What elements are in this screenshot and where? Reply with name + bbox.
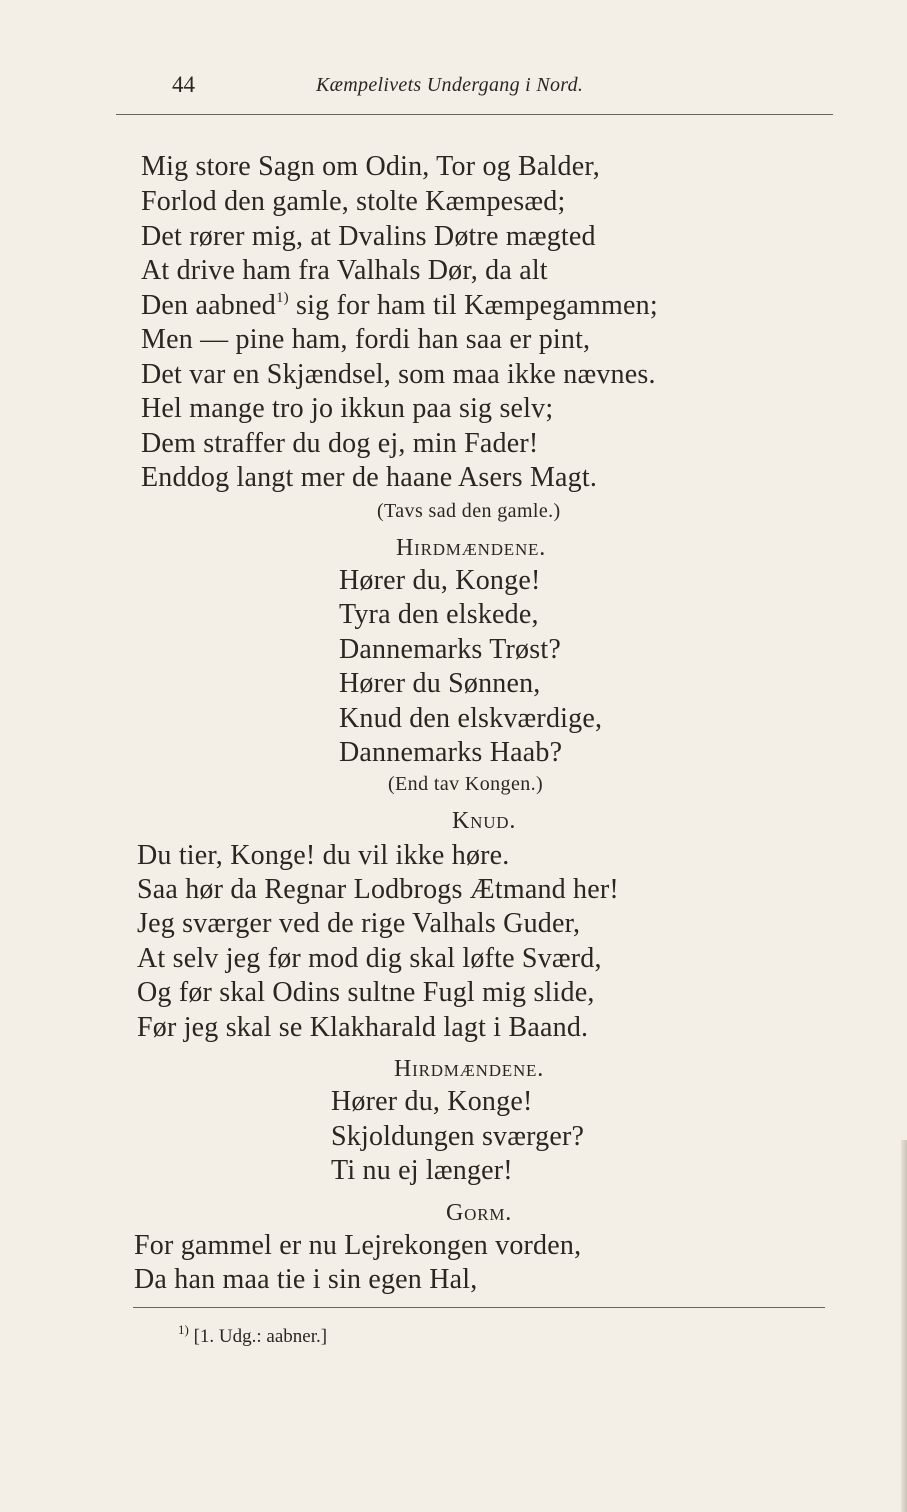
verse-line: Og før skal Odins sultne Fugl mig slide, — [137, 977, 595, 1008]
stage-direction: (End tav Kongen.) — [388, 773, 544, 795]
stage-direction: (Tavs sad den gamle.) — [377, 500, 561, 522]
footnote — [178, 1322, 328, 1348]
chorus-line: Tyra den elskede, — [339, 599, 539, 630]
page-number: 44 — [172, 72, 195, 97]
footnote-marker: 1) — [178, 1322, 189, 1337]
running-title: Kæmpelivets Undergang i Nord. — [316, 74, 584, 96]
verse-line: Før jeg skal se Klakharald lagt i Baand. — [137, 1012, 589, 1043]
chorus-line: Dannemarks Trøst? — [339, 634, 561, 665]
verse-line: At selv jeg før mod dig skal løfte Sværd, — [137, 943, 602, 974]
verse-line: Men — pine ham, fordi han saa er pint, — [141, 324, 591, 355]
speaker-name: Hirdmændene. — [396, 535, 547, 561]
verse-line: At drive ham fra Valhals Dør, da alt — [141, 255, 548, 286]
verse-line-prefix: Den aabned — [141, 290, 276, 321]
verse-line: Da han maa tie i sin egen Hal, — [134, 1264, 478, 1295]
verse-line: Du tier, Konge! du vil ikke høre. — [137, 840, 510, 871]
chorus-line: Dannemarks Haab? — [339, 737, 563, 768]
footnote-reference: 1) — [275, 290, 289, 306]
chorus-line: Hører du, Konge! — [331, 1086, 533, 1117]
verse-line: For gammel er nu Lejrekongen vorden, — [134, 1230, 582, 1261]
verse-line — [141, 289, 658, 323]
verse-line: Hel mange tro jo ikkun paa sig selv; — [141, 393, 554, 424]
page-edge-shadow — [901, 1140, 907, 1512]
verse-line-rest: sig for ham til Kæmpegammen; — [296, 290, 658, 321]
verse-line: Jeg sværger ved de rige Valhals Guder, — [137, 908, 581, 939]
verse-line: Forlod den gamle, stolte Kæmpesæd; — [141, 186, 566, 217]
chorus-line: Skjoldungen sværger? — [331, 1121, 585, 1152]
verse-line: Saa hør da Regnar Lodbrogs Ætmand her! — [137, 874, 619, 905]
verse-line: Mig store Sagn om Odin, Tor og Balder, — [141, 151, 600, 182]
verse-line: Det var en Skjændsel, som maa ikke nævnes. — [141, 359, 656, 390]
footnote-rule — [133, 1307, 825, 1308]
chorus-line: Knud den elskværdige, — [339, 703, 603, 734]
chorus-line: Hører du, Konge! — [339, 565, 541, 596]
verse-line: Dem straffer du dog ej, min Fader! — [141, 428, 539, 459]
speaker-name: Knud. — [452, 808, 517, 834]
chorus-line: Hører du Sønnen, — [339, 668, 541, 699]
speaker-name: Gorm. — [446, 1200, 513, 1226]
header-rule — [116, 114, 833, 115]
chorus-line: Ti nu ej længer! — [331, 1155, 513, 1186]
verse-line: Enddog langt mer de haane Asers Magt. — [141, 462, 598, 493]
speaker-name: Hirdmændene. — [394, 1056, 545, 1082]
page-header — [0, 72, 907, 106]
footnote-text: [1. Udg.: aabner.] — [193, 1326, 328, 1347]
verse-line: Det rører mig, at Dvalins Døtre mægted — [141, 221, 596, 252]
